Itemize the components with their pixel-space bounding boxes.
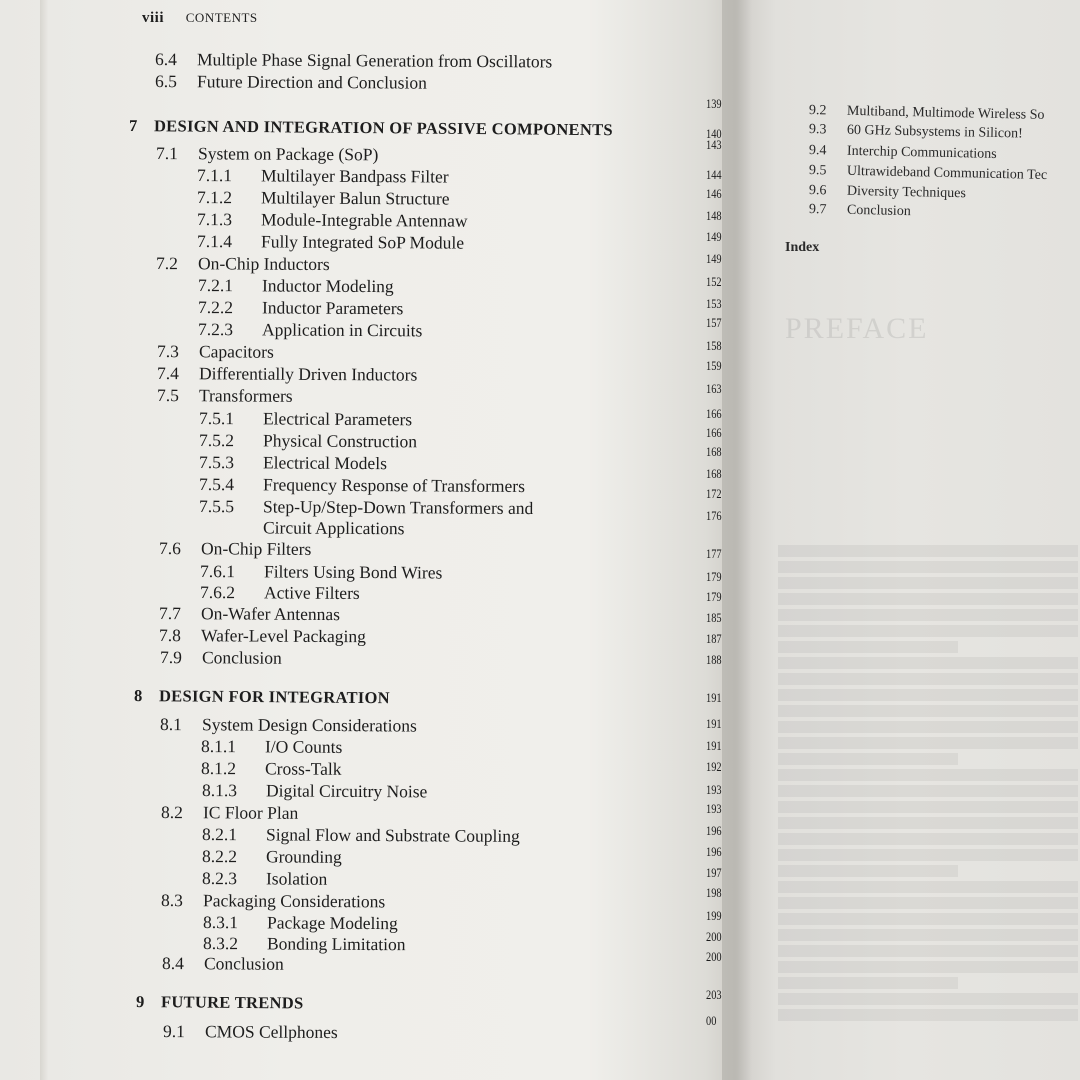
toc-title: On-Chip Filters xyxy=(200,538,312,559)
toc-page-number: 193 xyxy=(706,782,722,797)
toc-title: Multiple Phase Signal Generation from Oscillators xyxy=(196,49,553,72)
toc-entry xyxy=(200,561,442,583)
toc-number: 8.2 xyxy=(160,802,183,823)
toc-title: Application in Circuits xyxy=(261,319,423,341)
toc-title: Package Modeling xyxy=(266,912,398,934)
toc-entry xyxy=(159,538,311,560)
toc-number: 8.2.3 xyxy=(201,868,238,889)
toc-number: 8.1.2 xyxy=(200,758,237,779)
toc-title: Module-Integrable Antennaw xyxy=(260,209,468,231)
right-toc-entry xyxy=(809,202,911,220)
toc-number: 7.2.1 xyxy=(197,275,234,296)
toc-title: CMOS Cellphones xyxy=(204,1021,338,1043)
toc-entry xyxy=(197,165,449,188)
toc-number: 6.4 xyxy=(154,49,177,70)
toc-number: 7.1.4 xyxy=(196,231,233,252)
show-through-text xyxy=(778,865,958,877)
toc-page-number: 157 xyxy=(706,315,722,330)
toc-page-number: 144 xyxy=(706,167,722,182)
toc-entry xyxy=(155,71,427,94)
toc-page-number: 197 xyxy=(706,865,722,880)
toc-title: DESIGN FOR INTEGRATION xyxy=(158,686,390,708)
toc-number: 7.2 xyxy=(155,253,178,274)
toc-title: Circuit Applications xyxy=(262,517,405,539)
toc-entry xyxy=(198,275,394,297)
right-toc-title: Ultrawideband Communication Tec xyxy=(846,163,1048,183)
show-through-text xyxy=(778,945,1078,957)
toc-number: 7.5.1 xyxy=(198,408,235,429)
index-entry: Index xyxy=(785,240,820,255)
show-through-text xyxy=(778,641,958,653)
toc-title: On-Chip Inductors xyxy=(197,253,330,275)
toc-number: 7 xyxy=(128,116,138,136)
toc-page-number: 168 xyxy=(706,466,722,481)
toc-entry xyxy=(203,933,406,955)
toc-page-number: 200 xyxy=(706,949,722,964)
show-through-text xyxy=(778,977,958,989)
show-through-text xyxy=(778,577,1078,589)
toc-title: Conclusion xyxy=(203,953,284,974)
toc-page-number: 149 xyxy=(706,251,722,266)
toc-number: 7.6.2 xyxy=(199,582,236,603)
toc-title: DESIGN AND INTEGRATION OF PASSIVE COMPONENTS xyxy=(153,116,613,140)
toc-number: 7.2.3 xyxy=(197,319,234,340)
toc-title: Physical Construction xyxy=(262,430,418,452)
toc-entry xyxy=(202,846,342,868)
toc-page-number: 203 xyxy=(706,987,722,1002)
show-through-text xyxy=(778,609,1078,621)
toc-page-number: 187 xyxy=(706,631,722,646)
toc-page-number: 158 xyxy=(706,338,722,353)
toc-page-number: 196 xyxy=(706,844,722,859)
toc-entry xyxy=(199,474,525,497)
toc-page-number: 166 xyxy=(706,425,722,440)
toc-number: 7.1.2 xyxy=(196,187,233,208)
toc-entry xyxy=(200,582,360,604)
toc-number: 7.5.2 xyxy=(198,430,235,451)
show-through-text xyxy=(778,849,1078,861)
right-toc-title: Conclusion xyxy=(846,202,911,220)
toc-entry xyxy=(197,231,464,254)
toc-number: 7.3 xyxy=(156,341,179,362)
toc-title: Multilayer Balun Structure xyxy=(260,187,450,209)
toc-title: Inductor Parameters xyxy=(261,297,404,319)
toc-page-number: 152 xyxy=(706,274,722,289)
right-toc-title: Interchip Communications xyxy=(846,143,997,162)
toc-entry xyxy=(199,517,405,539)
toc-number: 8.4 xyxy=(161,953,184,974)
page-edge xyxy=(40,0,48,1080)
show-through-text xyxy=(778,929,1078,941)
toc-entry xyxy=(160,714,417,737)
toc-title: Electrical Models xyxy=(262,452,387,474)
toc-title: Frequency Response of Transformers xyxy=(262,474,526,496)
toc-entry xyxy=(203,912,398,934)
toc-title: Inductor Modeling xyxy=(261,275,394,297)
toc-entry xyxy=(161,890,385,912)
show-through-text xyxy=(778,737,1078,749)
toc-page-number: 166 xyxy=(706,406,722,421)
toc-chapter xyxy=(136,992,304,1013)
toc-page-number: 149 xyxy=(706,229,722,244)
toc-chapter xyxy=(134,686,390,708)
toc-number: 7.1.3 xyxy=(196,209,233,230)
toc-page-number: 163 xyxy=(706,381,722,396)
toc-number: 7.9 xyxy=(159,647,182,668)
toc-title: Packaging Considerations xyxy=(202,890,386,912)
show-through-text xyxy=(778,593,1078,605)
toc-title: Isolation xyxy=(265,868,328,889)
toc-number: 7.5.3 xyxy=(198,452,235,473)
right-toc-entry xyxy=(809,183,966,202)
toc-title: System on Package (SoP) xyxy=(197,143,379,165)
toc-entry xyxy=(162,953,284,975)
toc-page-number: 198 xyxy=(706,885,722,900)
show-through-text xyxy=(778,673,1078,685)
toc-title: Cross-Talk xyxy=(264,758,342,779)
toc-title: On-Wafer Antennas xyxy=(200,603,341,625)
toc-number: 8.1.1 xyxy=(200,736,237,757)
toc-title: Conclusion xyxy=(201,647,282,668)
show-through-text xyxy=(778,881,1078,893)
toc-title: Fully Integrated SoP Module xyxy=(260,231,465,253)
toc-page-number: 191 xyxy=(706,738,722,753)
toc-title: IC Floor Plan xyxy=(202,802,299,823)
toc-number: 7.8 xyxy=(158,625,181,646)
toc-number: 7.2.2 xyxy=(197,297,234,318)
toc-number: 8.1.3 xyxy=(201,780,238,801)
show-through-text xyxy=(778,785,1078,797)
toc-entry xyxy=(202,868,327,890)
toc-number: 8.3.2 xyxy=(202,933,239,954)
toc-entry xyxy=(157,385,293,407)
toc-title: System Design Considerations xyxy=(201,714,417,736)
toc-title: Digital Circuitry Noise xyxy=(265,780,428,802)
toc-entry xyxy=(197,209,468,232)
show-through-text xyxy=(778,897,1078,909)
right-toc-number: 9.5 xyxy=(808,163,827,179)
toc-title: Wafer-Level Packaging xyxy=(200,625,366,647)
toc-page-number: 140 xyxy=(706,126,722,141)
show-through-title: PREFACE xyxy=(785,312,929,345)
toc-title: Signal Flow and Substrate Coupling xyxy=(265,824,520,846)
toc-entry xyxy=(198,297,404,319)
toc-entry xyxy=(201,758,342,780)
show-through-text xyxy=(778,833,1078,845)
toc-entry xyxy=(202,824,520,847)
toc-title: Multilayer Bandpass Filter xyxy=(260,165,449,187)
toc-number: 8.2.1 xyxy=(201,824,238,845)
toc-number: 8 xyxy=(133,686,143,706)
show-through-text xyxy=(778,721,1078,733)
toc-title: Bonding Limitation xyxy=(266,933,406,955)
toc-number: 7.7 xyxy=(158,603,181,624)
toc-page-number: 159 xyxy=(706,358,722,373)
show-through-text xyxy=(778,817,1078,829)
toc-number: 8.3 xyxy=(160,890,183,911)
toc-page-number: 191 xyxy=(706,716,722,731)
toc-number: 8.1 xyxy=(159,714,182,735)
toc-number: 7.5.5 xyxy=(198,496,235,517)
toc-number: 6.5 xyxy=(154,71,177,92)
show-through-text xyxy=(778,753,958,765)
toc-entry xyxy=(199,452,387,474)
toc-entry xyxy=(199,408,412,430)
toc-entry xyxy=(159,603,340,625)
toc-title: FUTURE TRENDS xyxy=(160,992,304,1013)
header-title: CONTENTS xyxy=(185,10,258,25)
toc-number: 7.1 xyxy=(155,143,178,164)
toc-entry xyxy=(199,430,417,452)
toc-entry xyxy=(159,625,366,647)
right-toc-number: 9.4 xyxy=(808,143,827,159)
show-through-text xyxy=(778,561,1078,573)
toc-number: 7.4 xyxy=(156,363,179,384)
toc-title: Active Filters xyxy=(263,582,360,603)
toc-entry xyxy=(202,780,427,802)
toc-title: Capacitors xyxy=(198,341,274,362)
show-through-text xyxy=(778,625,1078,637)
show-through-text xyxy=(778,993,1078,1005)
toc-title: Future Direction and Conclusion xyxy=(196,71,427,93)
toc-entry xyxy=(156,143,378,165)
show-through-text xyxy=(778,545,1078,557)
show-through-text xyxy=(778,769,1078,781)
toc-number: 7.5.4 xyxy=(198,474,235,495)
toc-number: 7.6.1 xyxy=(199,561,236,582)
toc-number: 8.2.2 xyxy=(201,846,238,867)
toc-page-number: 176 xyxy=(706,508,722,523)
right-toc-title: Multiband, Multimode Wireless So xyxy=(846,103,1045,123)
toc-chapter xyxy=(129,116,613,140)
book-gutter xyxy=(722,0,752,1080)
toc-number: 7.5 xyxy=(156,385,179,406)
toc-page-number: 200 xyxy=(706,929,722,944)
toc-entry xyxy=(157,341,274,363)
toc-page-number: 188 xyxy=(706,652,722,667)
show-through-text xyxy=(778,801,1078,813)
toc-page-number: 192 xyxy=(706,759,722,774)
toc-title: Differentially Driven Inductors xyxy=(198,363,418,385)
toc-entry xyxy=(156,253,330,275)
right-toc-title: 60 GHz Subsystems in Silicon! xyxy=(846,122,1023,142)
toc-page-number: 139 xyxy=(706,96,722,111)
toc-page-number: 00 xyxy=(706,1013,717,1028)
toc-entry xyxy=(157,363,417,386)
toc-page-number: 196 xyxy=(706,823,722,838)
toc-page-number: 177 xyxy=(706,546,722,561)
toc-title: Transformers xyxy=(198,385,293,406)
show-through-text xyxy=(778,689,1078,701)
toc-page-number: 179 xyxy=(706,589,722,604)
toc-page-number: 168 xyxy=(706,444,722,459)
toc-number: 7.1.1 xyxy=(196,165,233,186)
show-through-text xyxy=(778,657,1078,669)
toc-entry xyxy=(198,319,423,341)
toc-page-number: 143 xyxy=(706,137,722,152)
toc-page-number: 153 xyxy=(706,296,722,311)
show-through-text xyxy=(778,961,1078,973)
header-page-number: viii xyxy=(142,10,165,26)
toc-title: Step-Up/Step-Down Transformers and xyxy=(262,496,534,519)
toc-title: Filters Using Bond Wires xyxy=(263,561,443,583)
toc-entry xyxy=(197,187,450,210)
toc-title: Grounding xyxy=(265,846,342,867)
show-through-text xyxy=(778,1009,1078,1021)
toc-entry xyxy=(199,496,533,519)
right-toc-number: 9.2 xyxy=(808,103,827,119)
show-through-text xyxy=(778,913,1078,925)
toc-entry xyxy=(161,802,298,824)
toc-page-number: 185 xyxy=(706,610,722,625)
right-toc-number: 9.7 xyxy=(808,202,827,218)
toc-page-number: 172 xyxy=(706,486,722,501)
toc-title: Electrical Parameters xyxy=(262,408,413,430)
toc-number: 9 xyxy=(135,992,145,1012)
toc-entry xyxy=(201,736,342,758)
toc-page-number: 146 xyxy=(706,186,722,201)
toc-number: 9.1 xyxy=(162,1021,185,1042)
right-toc-number: 9.3 xyxy=(808,122,827,138)
toc-entry xyxy=(160,647,282,669)
toc-page-number: 191 xyxy=(706,690,722,705)
toc-entry xyxy=(155,49,552,72)
toc-page-number: 199 xyxy=(706,908,722,923)
right-toc-title: Diversity Techniques xyxy=(846,183,967,202)
toc-entry xyxy=(163,1021,338,1043)
toc-number: 8.3.1 xyxy=(202,912,239,933)
toc-page-number: 148 xyxy=(706,208,722,223)
show-through-text xyxy=(778,705,1078,717)
toc-page-number: 193 xyxy=(706,801,722,816)
right-toc-number: 9.6 xyxy=(808,183,827,199)
running-header xyxy=(142,10,258,27)
toc-number: 7.6 xyxy=(158,538,181,559)
toc-title: I/O Counts xyxy=(264,736,343,757)
toc-page-number: 179 xyxy=(706,569,722,584)
